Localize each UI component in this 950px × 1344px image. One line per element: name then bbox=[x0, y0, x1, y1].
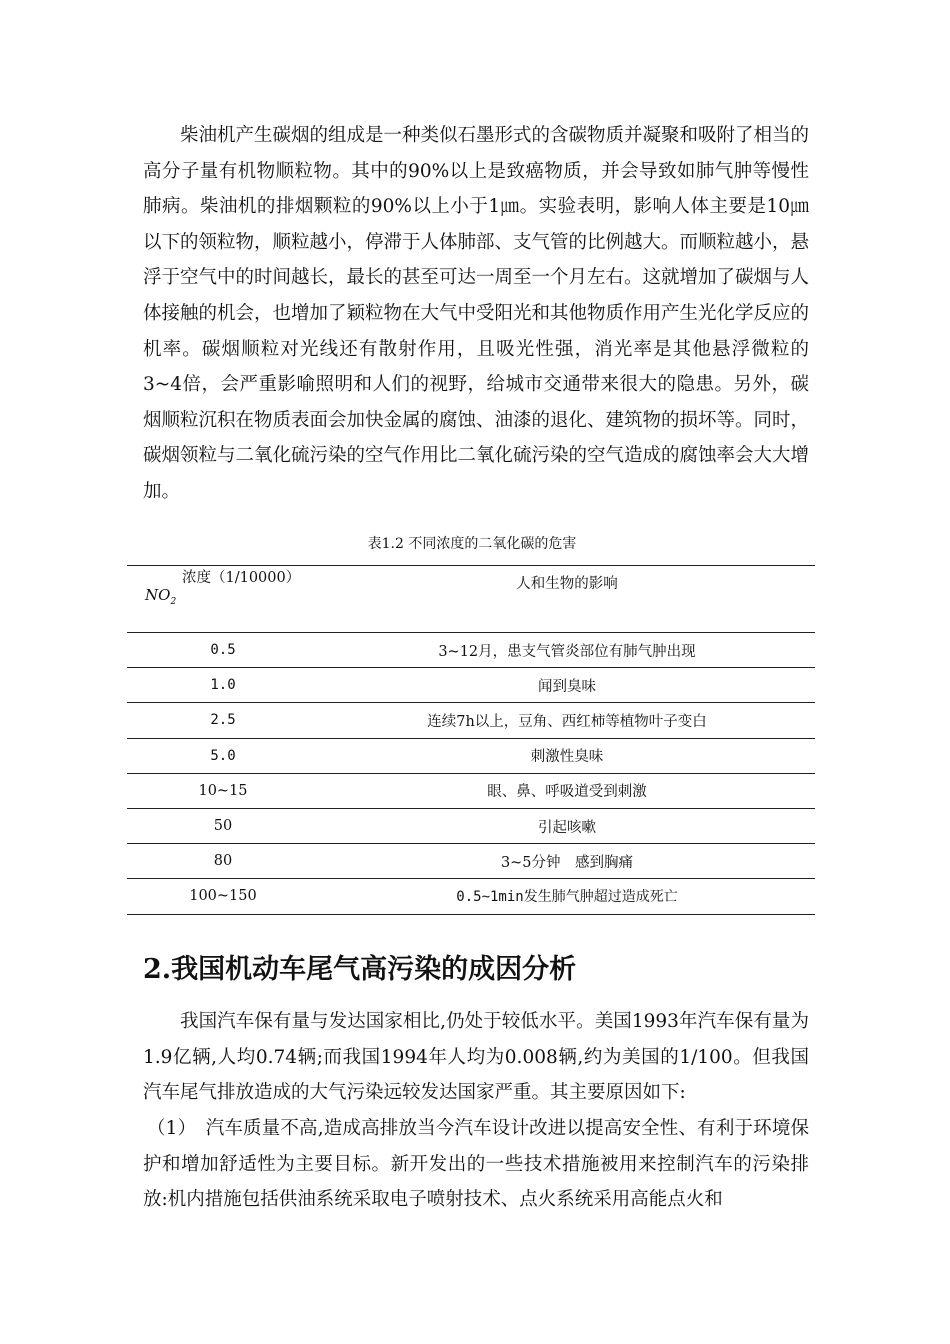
table-row bbox=[127, 668, 815, 703]
table-caption: 表1.2 不同浓度的二氧化碳的危害 bbox=[367, 536, 577, 552]
cell-concentration: 1.0 bbox=[127, 668, 319, 703]
no2-hazard-table bbox=[127, 565, 815, 915]
table-row bbox=[127, 844, 815, 879]
cell-concentration: 0.5 bbox=[127, 633, 319, 668]
cell-effect: 3~5分钟 感到胸痛 bbox=[319, 844, 815, 879]
paragraph-cause-1: （1） 汽车质量不高,造成高排放当今汽车设计改进以提高安全性、有利于环境保护和增加舒适性为主要目标。新开发出的一些技术措施被用来控制汽车的污染排放:机内措施包括供油系统采取电子喷射技术、点火系统采用高能点火和 bbox=[143, 1118, 809, 1211]
header-concentration bbox=[127, 566, 319, 633]
table-row bbox=[127, 808, 815, 843]
paragraph-vehicle-ownership: 我国汽车保有量与发达国家相比,仍处于较低水平。美国1993年汽车保有量为1.9亿辆,人均0.74辆;而我国1994年人均为0.008辆,约为美国的1/100。但我国汽车尾气排放造成的大气污染远较发达国家严重。其主要原因如下: bbox=[143, 1011, 809, 1104]
table-row bbox=[127, 773, 815, 808]
paragraph-carbon-smoke: 柴油机产生碳烟的组成是一种类似石墨形式的含碳物质并凝聚和吸附了相当的高分子量有机物顺粒物。其中的90%以上是致癌物质，并会导致如肺气肿等慢性肺病。柴油机的排烟颗粒的90%以上小于1㎛。实验表明，影响人体主要是10㎛以下的领粒物，顺粒越小，停滞于人体肺部、支气管的比例越大。而顺粒越小，悬浮于空气中的时间越长，最长的甚至可达一周至一个月左右。这就增加了碳烟与人体接触的机会，也增加了颖粒物在大气中受阳光和其他物质作用产生光化学反应的机率。碳烟顺粒对光线还有散射作用，且吸光性强，消光率是其他悬浮微粒的3~4倍，会严重影喻照明和人们的视野，给城市交通带来很大的隐患。另外，碳烟顺粒沉积在物质表面会加快金属的腐蚀、油漆的退化、建筑物的损坏等。同时，碳烟领粒与二氧化硫污染的空气作用比二氧化硫污染的空气造成的腐蚀率会大大增加。 bbox=[143, 125, 810, 502]
cell-effect: 0.5~1min发生肺气肿超过造成死亡 bbox=[319, 879, 815, 914]
cell-effect: 闻到臭味 bbox=[319, 668, 815, 703]
cell-concentration: 100~150 bbox=[127, 879, 319, 914]
cell-concentration: 2.5 bbox=[127, 703, 319, 738]
table-header-row bbox=[127, 566, 815, 633]
no2-symbol: $NO_2$ bbox=[145, 586, 177, 607]
table-row bbox=[127, 738, 815, 773]
cell-effect: 刺激性臭味 bbox=[319, 738, 815, 773]
table-row bbox=[127, 633, 815, 668]
cell-concentration: 50 bbox=[127, 808, 319, 843]
section-heading: 2.我国机动车尾气高污染的成因分析 bbox=[143, 954, 577, 985]
cell-concentration: 10~15 bbox=[127, 773, 319, 808]
cell-effect: 眼、鼻、呼吸道受到刺激 bbox=[319, 773, 815, 808]
cell-effect: 引起咳嗽 bbox=[319, 808, 815, 843]
table-row bbox=[127, 879, 815, 914]
header-concentration-label: 浓度（1/10000） bbox=[182, 570, 301, 586]
cell-effect: 3~12月，患支气管炎部位有肺气肿出现 bbox=[319, 633, 815, 668]
cell-effect: 连续7h以上，豆角、西红柿等植物叶子变白 bbox=[319, 703, 815, 738]
cell-concentration: 80 bbox=[127, 844, 319, 879]
cell-concentration: 5.0 bbox=[127, 738, 319, 773]
header-effect: 人和生物的影响 bbox=[319, 566, 815, 633]
table-row bbox=[127, 703, 815, 738]
